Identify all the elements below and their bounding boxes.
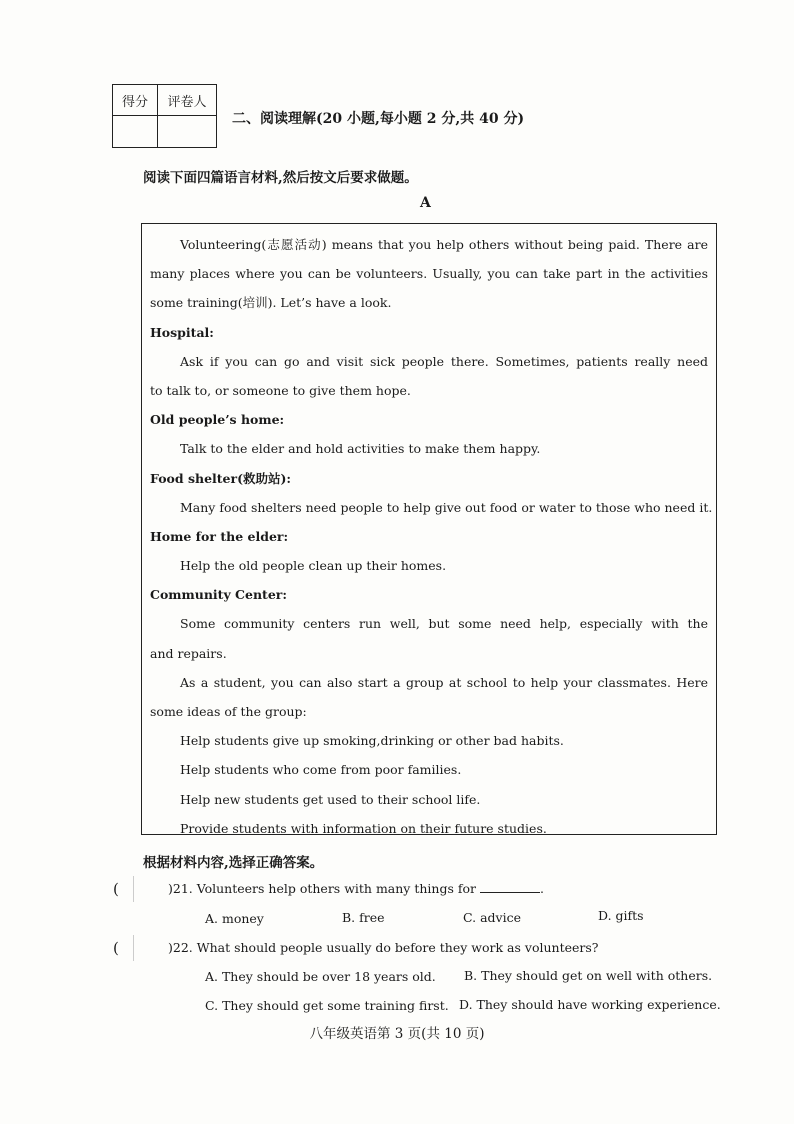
margin-mark — [133, 935, 134, 961]
grader-header: 评卷人 — [158, 85, 217, 116]
answer-paren: ( — [113, 880, 119, 898]
part-label: A — [420, 195, 431, 211]
passage-line: some training(培训). Let’s have a look. — [150, 295, 392, 311]
option-21-d: D. gifts — [598, 908, 644, 923]
passage-line: As a student, you can also start a group at school to help your classmates. Here — [180, 674, 708, 690]
reading-instruction: 阅读下面四篇语言材料,然后按文后要求做题。 — [143, 170, 418, 186]
community-heading: Community Center: — [150, 587, 287, 603]
passage-box — [141, 223, 717, 835]
passage-line: and repairs. — [150, 645, 227, 661]
passage-line: Volunteering(志愿活动) means that you help others without being paid. There are — [180, 237, 708, 252]
idea-item: Help students who come from poor families. — [180, 762, 462, 778]
score-cell — [113, 116, 158, 148]
option-22-a: A. They should be over 18 years old. — [205, 969, 436, 984]
passage-line: Many food shelters need people to help give out food or water to those who need it. — [180, 499, 713, 515]
score-table — [112, 84, 217, 148]
score-header: 得分 — [113, 85, 158, 116]
passage-line: many places where you can be volunteers. Usually, you can take part in the activities — [150, 266, 708, 282]
question-22: )22. What should people usually do before they work as volunteers? — [168, 940, 599, 955]
option-22-d: D. They should have working experience. — [459, 997, 721, 1012]
option-21-a: A. money — [205, 911, 264, 926]
idea-item: Help new students get used to their school life. — [180, 791, 481, 807]
option-21-c: C. advice — [463, 910, 521, 925]
passage-line: Talk to the elder and hold activities to make them happy. — [180, 441, 541, 457]
page-footer: 八年级英语第 3 页(共 10 页) — [309, 1026, 485, 1042]
question-21-period: . — [539, 881, 544, 896]
passage-line: to talk to, or someone to give them hope. — [150, 382, 411, 398]
idea-item: Help students give up smoking,drinking or other bad habits. — [180, 733, 564, 749]
passage-line: Help the old people clean up their homes. — [180, 558, 447, 574]
option-21-b: B. free — [342, 910, 385, 925]
elder-home-heading: Home for the elder: — [150, 528, 289, 544]
answer-blank — [480, 882, 540, 893]
old-home-heading: Old people’s home: — [150, 412, 285, 428]
question-instruction: 根据材料内容,选择正确答案。 — [143, 855, 324, 871]
answer-paren: ( — [113, 939, 119, 957]
margin-mark — [133, 876, 134, 902]
option-22-c: C. They should get some training first. — [205, 998, 449, 1013]
grader-cell — [158, 116, 217, 148]
question-21 — [168, 881, 544, 896]
passage-line: some ideas of the group: — [150, 704, 307, 719]
food-shelter-heading: Food shelter(救助站): — [150, 470, 292, 486]
idea-item: Provide students with information on their future studies. — [180, 820, 547, 836]
passage-line: Ask if you can go and visit sick people there. Sometimes, patients really need — [180, 353, 708, 369]
option-22-b: B. They should get on well with others. — [464, 968, 713, 983]
hospital-heading: Hospital: — [150, 324, 214, 340]
question-21-text: )21. Volunteers help others with many things for — [168, 881, 476, 896]
passage-line: Some community centers run well, but some need help, especially with the — [180, 616, 708, 632]
section-title: 二、阅读理解(20 小题,每小题 2 分,共 40 分) — [232, 111, 525, 127]
